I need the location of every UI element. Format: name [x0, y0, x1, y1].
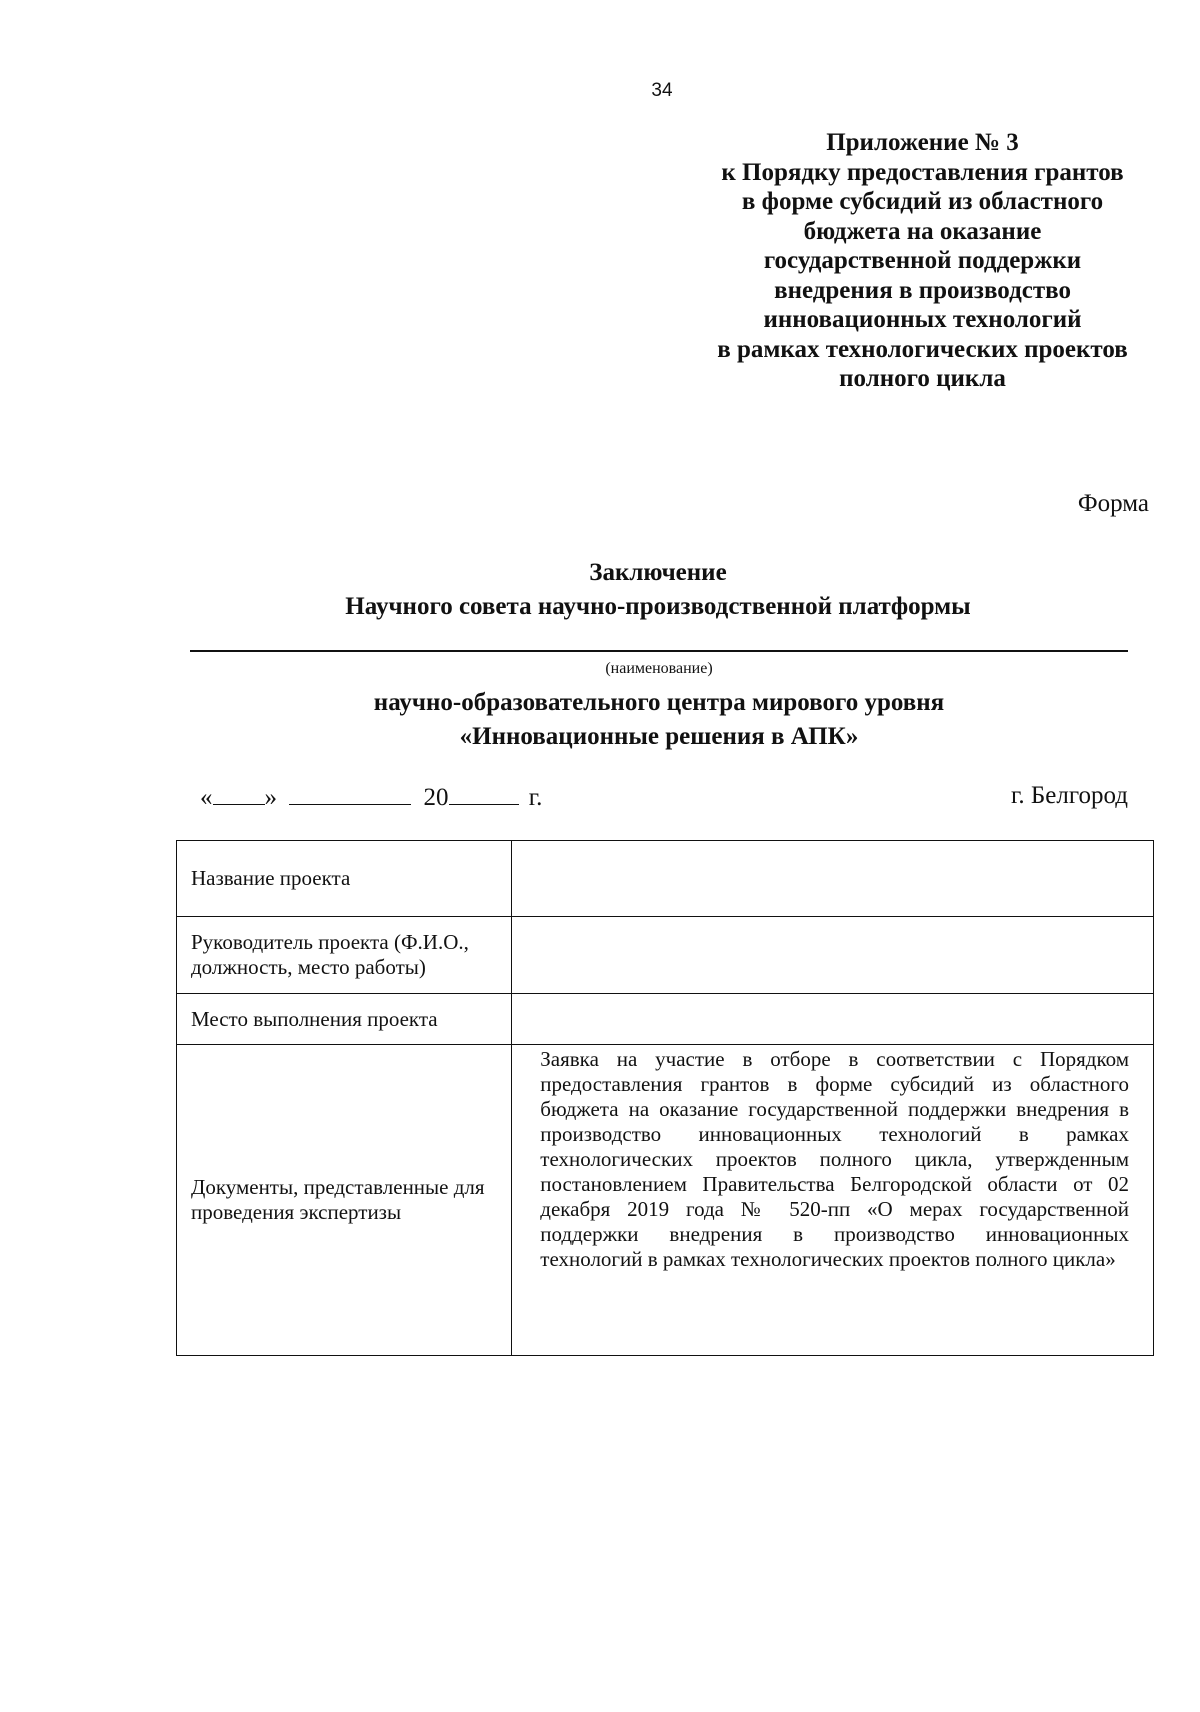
- appendix-line: в рамках технологических проектов: [717, 335, 1128, 363]
- table-value-cell: Заявка на участие в отборе в соответствии с Порядком предоставления грантов в форме субсидий из областного бюджета на оказание государственной поддержки внедрения в производство инновационных технологий в рамках технологических проектов полного цикла, утвержденным постановлением Правительства Белгородской области от 02 декабря 2019 года № 520-пп «О мерах государственной поддержки внедрения в производство инновационных технологий в рамках технологических проектов полного цикла»: [512, 1045, 1154, 1356]
- form-label: Форма: [1077, 490, 1149, 517]
- date-open-quote: «: [200, 784, 213, 811]
- page-number: 34: [651, 80, 673, 101]
- table-label-cell: Документы, представленные для проведения экспертизы: [177, 1045, 512, 1356]
- table-row: [177, 917, 1154, 994]
- project-info-table: [176, 840, 1154, 1356]
- center-name: [190, 686, 1128, 754]
- appendix-line: инновационных технологий: [763, 306, 1082, 333]
- appendix-line: к Порядку предоставления грантов: [721, 158, 1124, 186]
- year-suffix: г.: [528, 784, 543, 811]
- table-value-cell[interactable]: [512, 841, 1154, 917]
- date-close-quote: »: [264, 784, 277, 811]
- name-fill-line[interactable]: [190, 650, 1128, 652]
- title-line-2: Научного совета научно-производственной платформы: [345, 593, 971, 620]
- center-name-line-2: «Инновационные решения в АПК»: [459, 723, 859, 750]
- year-blank[interactable]: [449, 784, 519, 805]
- appendix-line: государственной поддержки: [763, 247, 1082, 274]
- table-row: [177, 994, 1154, 1045]
- month-blank[interactable]: [289, 784, 411, 805]
- table-row: [177, 841, 1154, 917]
- appendix-line: внедрения в производство: [774, 276, 1071, 304]
- table-label-cell: Место выполнения проекта: [177, 994, 512, 1045]
- city: г. Белгород: [1011, 782, 1128, 809]
- title-line-1: Заключение: [589, 559, 727, 586]
- center-name-line-1: научно-образовательного центра мирового уровня: [373, 689, 945, 716]
- appendix-line: Приложение № 3: [826, 129, 1019, 156]
- appendix-line: бюджета на оказание: [803, 217, 1042, 245]
- table-row: [177, 1045, 1154, 1356]
- day-blank[interactable]: [213, 784, 265, 805]
- table-value-cell[interactable]: [512, 994, 1154, 1045]
- document-title: [190, 556, 1126, 624]
- year-prefix: 20: [423, 784, 449, 811]
- table-value-cell[interactable]: [512, 917, 1154, 994]
- table-label-cell: Название проекта: [177, 841, 512, 917]
- appendix-line: полного цикла: [839, 365, 1006, 392]
- name-caption: (наименование): [605, 660, 713, 677]
- appendix-line: в форме субсидий из областного: [741, 188, 1104, 215]
- date-line: [200, 784, 542, 812]
- appendix-header: [640, 128, 1200, 394]
- table-label-cell: Руководитель проекта (Ф.И.О., должность, место работы): [177, 917, 512, 994]
